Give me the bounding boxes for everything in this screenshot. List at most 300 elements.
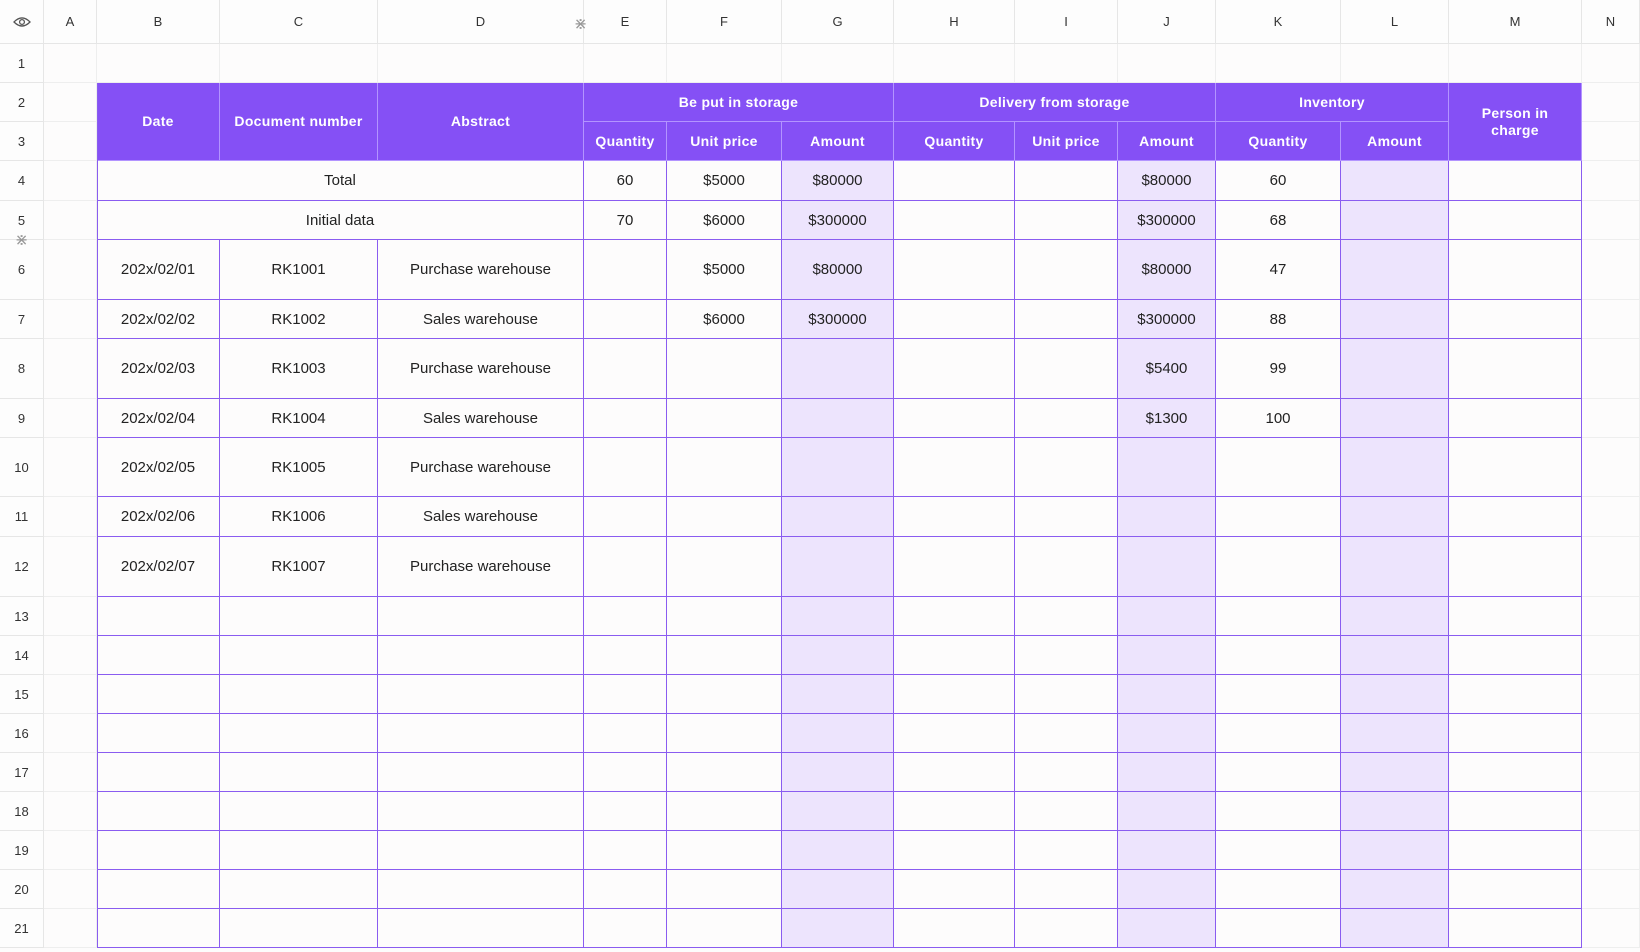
empty-cell[interactable] [1341, 597, 1449, 636]
column-header-i[interactable]: I [1015, 0, 1118, 44]
in-quantity-cell[interactable] [584, 537, 667, 597]
cell[interactable] [44, 201, 97, 240]
cell[interactable] [1015, 44, 1118, 83]
row-header-9[interactable]: 9 [0, 399, 44, 438]
out-unit-price-cell[interactable] [1015, 537, 1118, 597]
empty-cell[interactable] [1015, 909, 1118, 948]
out-quantity-cell[interactable] [894, 399, 1015, 438]
header-out-amount[interactable]: Amount [1118, 122, 1216, 161]
out-amount-cell[interactable]: $300000 [1118, 300, 1216, 339]
column-header-j[interactable]: J [1118, 0, 1216, 44]
cell[interactable] [44, 399, 97, 438]
row-header-20[interactable]: 20 [0, 870, 44, 909]
person-cell[interactable] [1449, 537, 1582, 597]
header-delivery-from-storage[interactable]: Delivery from storage [894, 83, 1216, 122]
empty-cell[interactable] [1216, 597, 1341, 636]
empty-cell[interactable] [1449, 909, 1582, 948]
out-quantity-cell[interactable] [894, 339, 1015, 399]
column-header-d[interactable]: D [378, 0, 584, 44]
cell[interactable] [44, 753, 97, 792]
empty-cell[interactable] [894, 909, 1015, 948]
cell[interactable] [44, 870, 97, 909]
empty-cell[interactable] [378, 753, 584, 792]
empty-cell[interactable] [1216, 909, 1341, 948]
cell[interactable] [44, 122, 97, 161]
person-cell[interactable] [1449, 161, 1582, 201]
out-quantity-cell[interactable] [894, 201, 1015, 240]
cell[interactable] [1582, 753, 1640, 792]
empty-cell[interactable] [584, 675, 667, 714]
select-all-corner[interactable] [0, 0, 44, 44]
empty-cell[interactable] [378, 714, 584, 753]
empty-cell[interactable] [584, 870, 667, 909]
document-number-cell[interactable]: RK1005 [220, 438, 378, 497]
inv-quantity-cell[interactable] [1216, 497, 1341, 537]
in-unit-price-cell[interactable]: $6000 [667, 300, 782, 339]
document-number-cell[interactable]: RK1007 [220, 537, 378, 597]
row-header-8[interactable]: 8 [0, 339, 44, 399]
abstract-cell[interactable]: Purchase warehouse [378, 438, 584, 497]
column-header-k[interactable]: K [1216, 0, 1341, 44]
inv-quantity-cell[interactable]: 68 [1216, 201, 1341, 240]
document-number-cell[interactable]: RK1006 [220, 497, 378, 537]
in-amount-cell[interactable] [782, 399, 894, 438]
out-amount-cell[interactable]: $80000 [1118, 240, 1216, 300]
empty-cell[interactable] [782, 753, 894, 792]
empty-cell[interactable] [894, 675, 1015, 714]
header-be-put-in-storage[interactable]: Be put in storage [584, 83, 894, 122]
in-amount-cell[interactable] [782, 438, 894, 497]
empty-cell[interactable] [1449, 675, 1582, 714]
empty-cell[interactable] [220, 597, 378, 636]
in-quantity-cell[interactable] [584, 300, 667, 339]
cell[interactable] [1582, 497, 1640, 537]
eye-icon[interactable] [13, 16, 31, 28]
empty-cell[interactable] [782, 792, 894, 831]
empty-cell[interactable] [782, 909, 894, 948]
empty-cell[interactable] [1118, 909, 1216, 948]
empty-cell[interactable] [667, 714, 782, 753]
empty-cell[interactable] [1118, 714, 1216, 753]
empty-cell[interactable] [584, 753, 667, 792]
in-quantity-cell[interactable]: 60 [584, 161, 667, 201]
out-unit-price-cell[interactable] [1015, 399, 1118, 438]
inv-amount-cell[interactable] [1341, 497, 1449, 537]
empty-cell[interactable] [97, 792, 220, 831]
in-quantity-cell[interactable] [584, 339, 667, 399]
cell[interactable] [220, 44, 378, 83]
empty-cell[interactable] [584, 714, 667, 753]
cell[interactable] [44, 438, 97, 497]
header-person-in-charge[interactable]: Person in charge [1449, 83, 1582, 161]
cell[interactable] [1582, 438, 1640, 497]
empty-cell[interactable] [667, 909, 782, 948]
person-cell[interactable] [1449, 399, 1582, 438]
inv-amount-cell[interactable] [1341, 537, 1449, 597]
empty-cell[interactable] [1015, 714, 1118, 753]
date-cell[interactable]: 202x/02/05 [97, 438, 220, 497]
empty-cell[interactable] [1015, 597, 1118, 636]
empty-cell[interactable] [220, 753, 378, 792]
empty-cell[interactable] [584, 909, 667, 948]
cell[interactable] [44, 675, 97, 714]
header-in-amount[interactable]: Amount [782, 122, 894, 161]
empty-cell[interactable] [1341, 792, 1449, 831]
cell[interactable] [1582, 201, 1640, 240]
cell[interactable] [44, 597, 97, 636]
out-amount-cell[interactable]: $5400 [1118, 339, 1216, 399]
in-unit-price-cell[interactable] [667, 537, 782, 597]
abstract-cell[interactable]: Purchase warehouse [378, 339, 584, 399]
empty-cell[interactable] [667, 792, 782, 831]
row-header-18[interactable]: 18 [0, 792, 44, 831]
cell[interactable] [44, 83, 97, 122]
row-header-2[interactable]: 2 [0, 83, 44, 122]
person-cell[interactable] [1449, 240, 1582, 300]
column-header-e[interactable]: E [584, 0, 667, 44]
in-unit-price-cell[interactable]: $5000 [667, 161, 782, 201]
empty-cell[interactable] [782, 597, 894, 636]
empty-cell[interactable] [1449, 753, 1582, 792]
out-quantity-cell[interactable] [894, 161, 1015, 201]
row-header-19[interactable]: 19 [0, 831, 44, 870]
empty-cell[interactable] [1341, 714, 1449, 753]
empty-cell[interactable] [1449, 792, 1582, 831]
empty-cell[interactable] [667, 597, 782, 636]
inv-amount-cell[interactable] [1341, 339, 1449, 399]
in-amount-cell[interactable]: $80000 [782, 161, 894, 201]
empty-cell[interactable] [1015, 753, 1118, 792]
cell[interactable] [378, 44, 584, 83]
empty-cell[interactable] [378, 675, 584, 714]
inv-quantity-cell[interactable]: 99 [1216, 339, 1341, 399]
column-header-c[interactable]: C [220, 0, 378, 44]
abstract-cell[interactable]: Sales warehouse [378, 497, 584, 537]
cell[interactable] [44, 497, 97, 537]
in-amount-cell[interactable]: $300000 [782, 300, 894, 339]
column-header-b[interactable]: B [97, 0, 220, 44]
empty-cell[interactable] [378, 636, 584, 675]
header-out-unit-price[interactable]: Unit price [1015, 122, 1118, 161]
inv-amount-cell[interactable] [1341, 161, 1449, 201]
cell[interactable] [1582, 300, 1640, 339]
cell[interactable] [44, 300, 97, 339]
empty-cell[interactable] [220, 831, 378, 870]
empty-cell[interactable] [1015, 870, 1118, 909]
date-cell[interactable]: 202x/02/02 [97, 300, 220, 339]
empty-cell[interactable] [667, 636, 782, 675]
out-unit-price-cell[interactable] [1015, 438, 1118, 497]
empty-cell[interactable] [1449, 831, 1582, 870]
header-document-number[interactable]: Document number [220, 83, 378, 161]
row-header-10[interactable]: 10 [0, 438, 44, 497]
cell[interactable] [1582, 636, 1640, 675]
empty-cell[interactable] [782, 636, 894, 675]
row-header-12[interactable]: 12 [0, 537, 44, 597]
out-unit-price-cell[interactable] [1015, 300, 1118, 339]
header-date[interactable]: Date [97, 83, 220, 161]
cell[interactable] [1582, 792, 1640, 831]
out-amount-cell[interactable]: $1300 [1118, 399, 1216, 438]
out-amount-cell[interactable]: $80000 [1118, 161, 1216, 201]
column-resize-icon[interactable]: ⋇ [574, 16, 588, 33]
header-in-quantity[interactable]: Quantity [584, 122, 667, 161]
empty-cell[interactable] [1118, 753, 1216, 792]
empty-cell[interactable] [97, 675, 220, 714]
empty-cell[interactable] [667, 675, 782, 714]
row-header-3[interactable]: 3 [0, 122, 44, 161]
in-amount-cell[interactable]: $300000 [782, 201, 894, 240]
empty-cell[interactable] [584, 792, 667, 831]
column-header-h[interactable]: H [894, 0, 1015, 44]
cell[interactable] [1216, 44, 1341, 83]
header-abstract[interactable]: Abstract [378, 83, 584, 161]
empty-cell[interactable] [97, 909, 220, 948]
cell[interactable] [1449, 44, 1582, 83]
date-cell[interactable]: 202x/02/03 [97, 339, 220, 399]
cell[interactable] [1582, 122, 1640, 161]
document-number-cell[interactable]: RK1004 [220, 399, 378, 438]
in-unit-price-cell[interactable] [667, 339, 782, 399]
date-cell[interactable]: 202x/02/07 [97, 537, 220, 597]
empty-cell[interactable] [894, 792, 1015, 831]
out-quantity-cell[interactable] [894, 240, 1015, 300]
cell[interactable] [782, 44, 894, 83]
in-quantity-cell[interactable] [584, 399, 667, 438]
inv-amount-cell[interactable] [1341, 300, 1449, 339]
out-amount-cell[interactable] [1118, 497, 1216, 537]
out-unit-price-cell[interactable] [1015, 161, 1118, 201]
in-unit-price-cell[interactable]: $6000 [667, 201, 782, 240]
empty-cell[interactable] [97, 831, 220, 870]
out-unit-price-cell[interactable] [1015, 201, 1118, 240]
in-amount-cell[interactable] [782, 339, 894, 399]
empty-cell[interactable] [1118, 675, 1216, 714]
in-amount-cell[interactable]: $80000 [782, 240, 894, 300]
empty-cell[interactable] [378, 792, 584, 831]
out-quantity-cell[interactable] [894, 497, 1015, 537]
person-cell[interactable] [1449, 497, 1582, 537]
in-amount-cell[interactable] [782, 497, 894, 537]
out-unit-price-cell[interactable] [1015, 339, 1118, 399]
column-header-a[interactable]: A [44, 0, 97, 44]
document-number-cell[interactable]: RK1001 [220, 240, 378, 300]
abstract-cell[interactable]: Purchase warehouse [378, 240, 584, 300]
column-header-f[interactable]: F [667, 0, 782, 44]
empty-cell[interactable] [894, 753, 1015, 792]
empty-cell[interactable] [782, 831, 894, 870]
empty-cell[interactable] [782, 870, 894, 909]
empty-cell[interactable] [782, 714, 894, 753]
cell[interactable] [44, 161, 97, 201]
row-header-21[interactable]: 21 [0, 909, 44, 948]
header-out-quantity[interactable]: Quantity [894, 122, 1015, 161]
empty-cell[interactable] [584, 831, 667, 870]
empty-cell[interactable] [378, 870, 584, 909]
empty-cell[interactable] [894, 636, 1015, 675]
date-cell[interactable]: 202x/02/01 [97, 240, 220, 300]
abstract-cell[interactable]: Sales warehouse [378, 399, 584, 438]
cell[interactable] [1582, 714, 1640, 753]
empty-cell[interactable] [220, 675, 378, 714]
cell[interactable] [1582, 83, 1640, 122]
cell[interactable] [1582, 597, 1640, 636]
empty-cell[interactable] [1449, 597, 1582, 636]
row-header-14[interactable]: 14 [0, 636, 44, 675]
out-quantity-cell[interactable] [894, 300, 1015, 339]
empty-cell[interactable] [97, 636, 220, 675]
inv-quantity-cell[interactable]: 88 [1216, 300, 1341, 339]
empty-cell[interactable] [220, 636, 378, 675]
empty-cell[interactable] [378, 909, 584, 948]
empty-cell[interactable] [1449, 714, 1582, 753]
empty-cell[interactable] [1015, 675, 1118, 714]
inv-amount-cell[interactable] [1341, 201, 1449, 240]
empty-cell[interactable] [378, 597, 584, 636]
empty-cell[interactable] [1118, 792, 1216, 831]
inv-quantity-cell[interactable]: 47 [1216, 240, 1341, 300]
empty-cell[interactable] [220, 714, 378, 753]
empty-cell[interactable] [1216, 831, 1341, 870]
row-header-11[interactable]: 11 [0, 497, 44, 537]
cell[interactable] [584, 44, 667, 83]
empty-cell[interactable] [584, 636, 667, 675]
empty-cell[interactable] [1216, 792, 1341, 831]
empty-cell[interactable] [1341, 675, 1449, 714]
empty-cell[interactable] [378, 831, 584, 870]
empty-cell[interactable] [220, 792, 378, 831]
empty-cell[interactable] [894, 831, 1015, 870]
abstract-cell[interactable]: Purchase warehouse [378, 537, 584, 597]
empty-cell[interactable] [220, 870, 378, 909]
in-quantity-cell[interactable]: 70 [584, 201, 667, 240]
cell[interactable] [44, 714, 97, 753]
in-amount-cell[interactable] [782, 537, 894, 597]
out-amount-cell[interactable]: $300000 [1118, 201, 1216, 240]
cell[interactable] [1118, 44, 1216, 83]
cell[interactable] [44, 831, 97, 870]
empty-cell[interactable] [97, 753, 220, 792]
in-unit-price-cell[interactable] [667, 438, 782, 497]
cell[interactable] [44, 537, 97, 597]
header-inventory[interactable]: Inventory [1216, 83, 1449, 122]
out-quantity-cell[interactable] [894, 537, 1015, 597]
cell[interactable] [1582, 675, 1640, 714]
cell[interactable] [44, 339, 97, 399]
cell[interactable] [1582, 44, 1640, 83]
cell[interactable] [44, 909, 97, 948]
empty-cell[interactable] [1341, 870, 1449, 909]
inv-amount-cell[interactable] [1341, 399, 1449, 438]
header-in-unit-price[interactable]: Unit price [667, 122, 782, 161]
in-quantity-cell[interactable] [584, 438, 667, 497]
header-inv-quantity[interactable]: Quantity [1216, 122, 1341, 161]
date-cell[interactable]: 202x/02/04 [97, 399, 220, 438]
empty-cell[interactable] [97, 597, 220, 636]
empty-cell[interactable] [1015, 792, 1118, 831]
cell[interactable] [44, 44, 97, 83]
cell[interactable] [1582, 339, 1640, 399]
out-unit-price-cell[interactable] [1015, 497, 1118, 537]
empty-cell[interactable] [1216, 675, 1341, 714]
cell[interactable] [1582, 831, 1640, 870]
row-header-16[interactable]: 16 [0, 714, 44, 753]
cell[interactable] [1582, 909, 1640, 948]
row-resize-icon[interactable]: ⋇ [15, 232, 29, 249]
empty-cell[interactable] [894, 597, 1015, 636]
empty-cell[interactable] [894, 714, 1015, 753]
person-cell[interactable] [1449, 438, 1582, 497]
in-quantity-cell[interactable] [584, 240, 667, 300]
empty-cell[interactable] [1341, 753, 1449, 792]
in-unit-price-cell[interactable] [667, 497, 782, 537]
empty-cell[interactable] [1216, 753, 1341, 792]
out-unit-price-cell[interactable] [1015, 240, 1118, 300]
summary-label[interactable]: Total [97, 161, 584, 201]
row-header-17[interactable]: 17 [0, 753, 44, 792]
abstract-cell[interactable]: Sales warehouse [378, 300, 584, 339]
column-header-l[interactable]: L [1341, 0, 1449, 44]
out-quantity-cell[interactable] [894, 438, 1015, 497]
cell[interactable] [44, 636, 97, 675]
summary-label[interactable]: Initial data [97, 201, 584, 240]
row-header-7[interactable]: 7 [0, 300, 44, 339]
inv-quantity-cell[interactable] [1216, 438, 1341, 497]
empty-cell[interactable] [1341, 636, 1449, 675]
cell[interactable] [44, 792, 97, 831]
empty-cell[interactable] [97, 714, 220, 753]
empty-cell[interactable] [1341, 909, 1449, 948]
inv-quantity-cell[interactable]: 100 [1216, 399, 1341, 438]
row-header-5[interactable]: 5 [0, 201, 44, 240]
empty-cell[interactable] [97, 870, 220, 909]
inv-amount-cell[interactable] [1341, 438, 1449, 497]
in-quantity-cell[interactable] [584, 497, 667, 537]
cell[interactable] [1341, 44, 1449, 83]
empty-cell[interactable] [667, 831, 782, 870]
row-header-13[interactable]: 13 [0, 597, 44, 636]
document-number-cell[interactable]: RK1002 [220, 300, 378, 339]
inv-quantity-cell[interactable]: 60 [1216, 161, 1341, 201]
cell[interactable] [1582, 399, 1640, 438]
empty-cell[interactable] [1341, 831, 1449, 870]
empty-cell[interactable] [894, 870, 1015, 909]
empty-cell[interactable] [1118, 831, 1216, 870]
empty-cell[interactable] [584, 597, 667, 636]
person-cell[interactable] [1449, 339, 1582, 399]
cell[interactable] [1582, 161, 1640, 201]
inv-amount-cell[interactable] [1341, 240, 1449, 300]
cell[interactable] [667, 44, 782, 83]
in-unit-price-cell[interactable] [667, 399, 782, 438]
empty-cell[interactable] [1015, 831, 1118, 870]
out-amount-cell[interactable] [1118, 438, 1216, 497]
cell[interactable] [1582, 870, 1640, 909]
empty-cell[interactable] [220, 909, 378, 948]
empty-cell[interactable] [782, 675, 894, 714]
empty-cell[interactable] [1216, 714, 1341, 753]
empty-cell[interactable] [1216, 870, 1341, 909]
date-cell[interactable]: 202x/02/06 [97, 497, 220, 537]
empty-cell[interactable] [1449, 870, 1582, 909]
empty-cell[interactable] [667, 753, 782, 792]
empty-cell[interactable] [1216, 636, 1341, 675]
person-cell[interactable] [1449, 201, 1582, 240]
empty-cell[interactable] [1118, 636, 1216, 675]
person-cell[interactable] [1449, 300, 1582, 339]
row-header-1[interactable]: 1 [0, 44, 44, 83]
column-header-n[interactable]: N [1582, 0, 1640, 44]
